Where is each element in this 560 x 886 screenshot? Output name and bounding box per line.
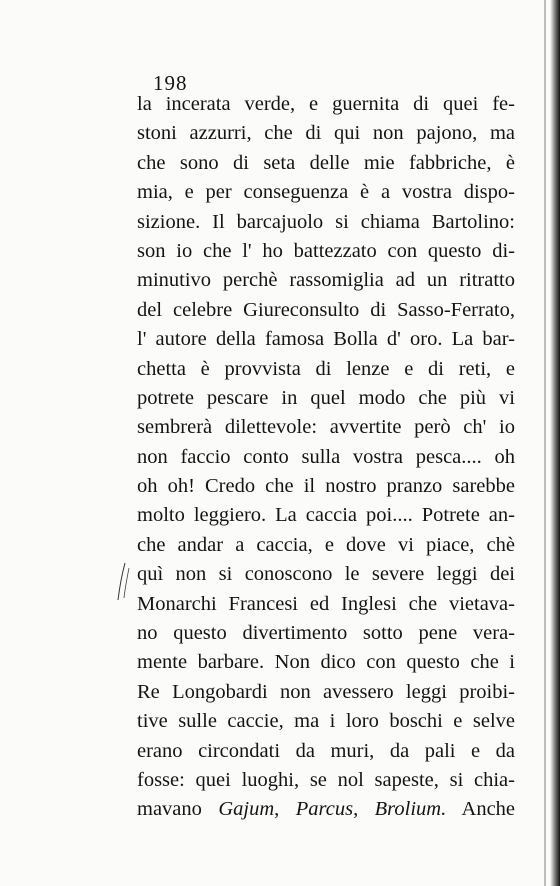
text-line: erano circondati da muri, da pali e da [137,739,515,762]
text-line: Monarchi Francesi ed Inglesi che vietava- [137,592,515,615]
text-fragment: mavano [137,798,219,821]
latin-term-gajum: Gajum [218,798,275,821]
text-line: del celebre Giureconsulto di Sasso-Ferrato, [137,298,515,321]
text-line: no questo divertimento sotto pene vera- [137,622,515,645]
text-line: mia, e per conseguenza è a vostra dispo- [137,181,515,204]
latin-term-brolium: Brolium. [374,798,447,821]
text-line: fosse: quei luoghi, se nol sapeste, si chia- [137,768,515,791]
body-text [137,90,515,825]
text-fragment: , [353,798,375,821]
text-line: potrete pescare in quel modo che più vi [137,386,515,409]
text-line: son io che l' ho battezzato con questo di- [137,239,515,262]
text-line: mente barbare. Non dico con questo che i [137,651,515,674]
text-line: chetta è provvista di lenze e di reti, e [137,357,515,380]
text-line: sembrerà dilettevole: avvertite però ch' io [137,416,515,439]
page-number: 198 [153,71,188,95]
page-edge-shadow [550,0,560,886]
text-line: la incerata verde, e guernita di quei fe- [137,93,515,115]
text-line: sizione. Il barcajuolo si chiama Bartolino: [137,210,515,233]
text-line: che andar a caccia, e dove vi piace, chè [137,533,515,556]
text-fragment: , [274,798,296,821]
text-line: tive sulle caccie, ma i loro boschi e selve [137,710,515,733]
text-line: che sono di seta delle mie fabbriche, è [137,151,515,174]
margin-pencil-mark [116,562,132,602]
text-line: molto leggiero. La caccia poi.... Potrete an- [137,504,515,527]
text-line: minutivo perchè rassomiglia ad un ritratto [137,269,515,292]
text-line-last [137,795,515,824]
text-line: Re Longobardi non avessero leggi proibi- [137,680,515,703]
latin-term-parcus: Parcus [295,798,354,821]
text-line: non faccio conto sulla vostra pesca.... oh [137,445,515,468]
page-edge-line [544,0,546,886]
text-line: quì non si conoscono le severe leggi dei [137,563,515,586]
text-line: l' autore della famosa Bolla d' oro. La bar- [137,328,515,351]
text-fragment: Anche [446,798,515,821]
text-line: oh oh! Credo che il nostro pranzo sarebbe [137,475,515,498]
text-line: stoni azzurri, che di qui non pajono, ma [137,122,515,145]
